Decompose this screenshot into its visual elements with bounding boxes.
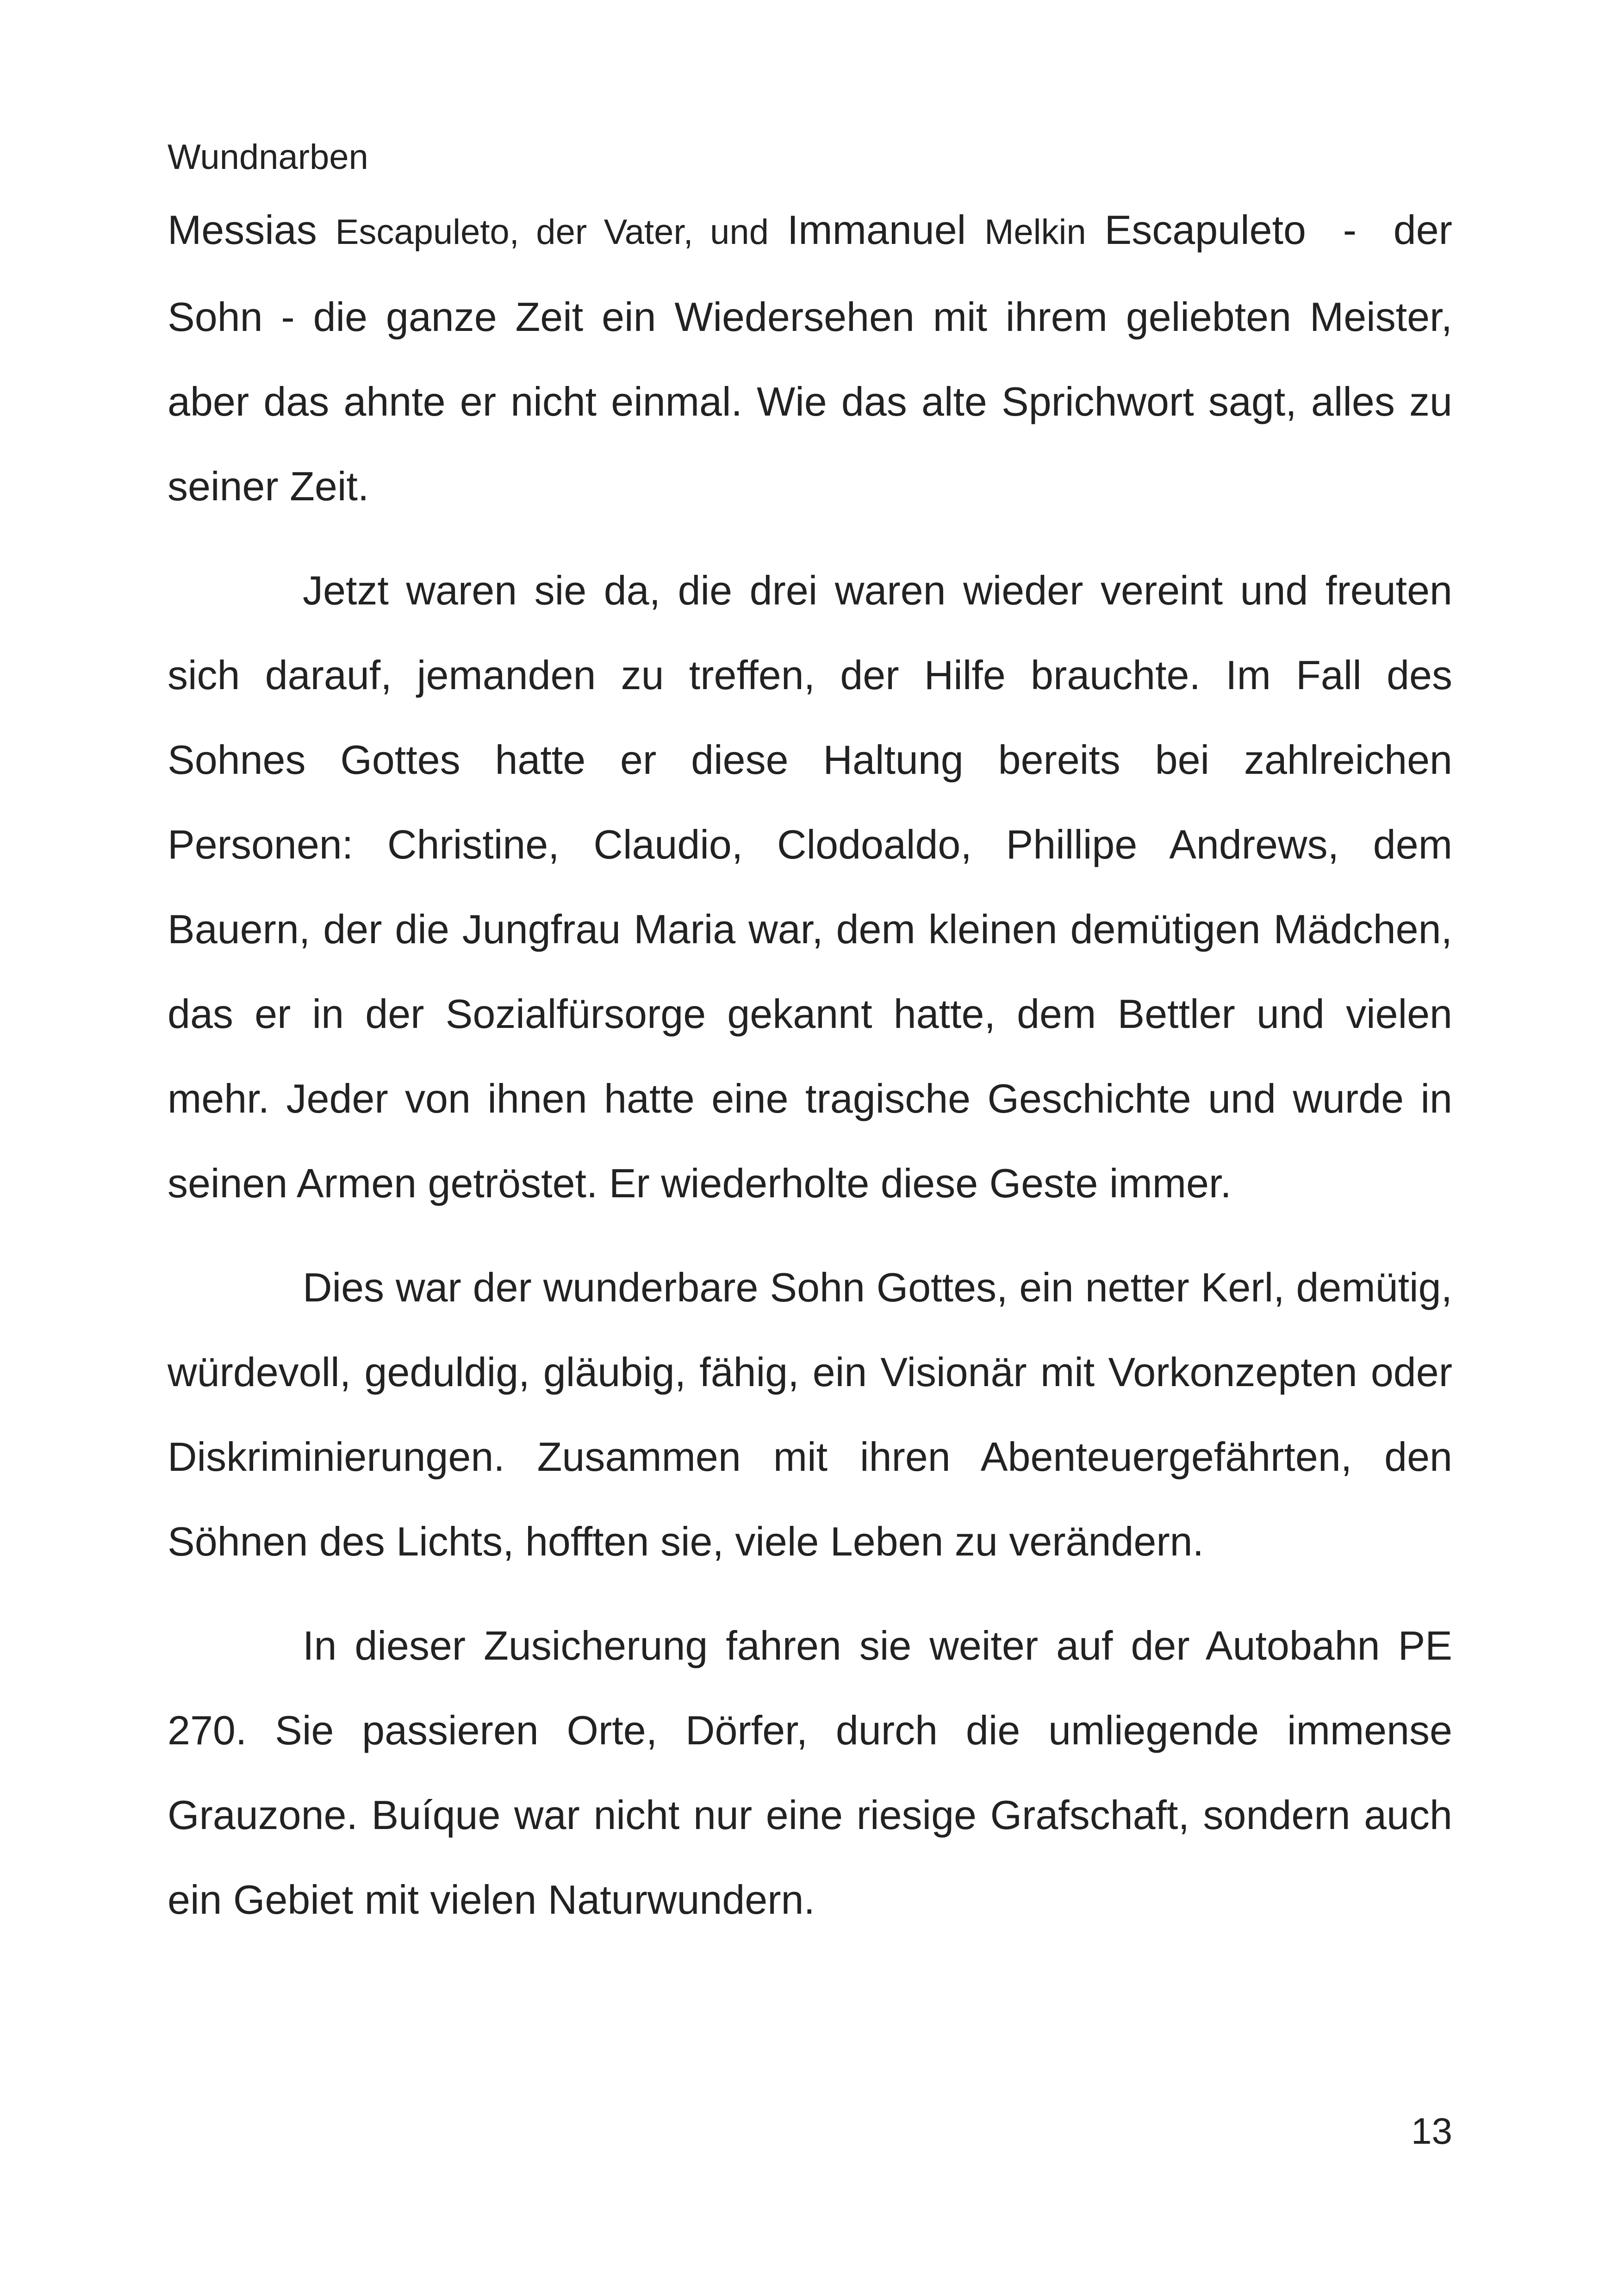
paragraph-4: In dieser Zusicherung fahren sie weiter auf der Autobahn PE 270. Sie passieren Orte, Dörfer, durch die umliegende immense Grauzone. Buíque war nicht nur eine riesige Grafschaft, sondern auch ein Gebiet mit vielen Naturwundern. <box>168 1623 1452 1923</box>
paragraph-1 <box>168 187 1452 529</box>
running-header: Wundnarben <box>168 137 368 177</box>
body-text <box>168 187 1452 1942</box>
page-number: 13 <box>1411 2110 1452 2152</box>
paragraph-3: Dies war der wunderbare Sohn Gottes, ein netter Kerl, demütig, würdevoll, geduldig, gläubig, fähig, ein Visionär mit Vorkonzepten oder Diskriminierungen. Zusammen mit ihren Abenteuergefährten, den Söhnen des Lichts, hofften sie, viele Leben zu verändern. <box>168 1264 1452 1564</box>
paragraph-2: Jetzt waren sie da, die drei waren wieder vereint und freuten sich darauf, jemanden zu treffen, der Hilfe brauchte. Im Fall des Sohnes Gottes hatte er diese Haltung bereits bei zahlreichen Personen: Christine, Claudio, Clodoaldo, Phillipe Andrews, dem Bauern, der die Jungfrau Maria war, dem kleinen demütigen Mädchen, das er in der Sozialfürsorge gekannt hatte, dem Bettler und vielen mehr. Jeder von ihnen hatte eine tragische Geschichte und wurde in seinen Armen getröstet. Er wiederholte diese Geste immer. <box>168 567 1452 1206</box>
name-messias: Messias <box>168 207 317 253</box>
name-melkin: Melkin <box>984 212 1086 252</box>
paragraph-1-first-line <box>168 207 1452 253</box>
paragraph-1-continuation: Sohn - die ganze Zeit ein Wiedersehen mit ihrem geliebten Meister, aber das ahnte er nicht einmal. Wie das alte Sprichwort sagt, alles zu seiner Zeit. <box>168 294 1452 509</box>
text-escapuleto-der: Escapuleto - der <box>1104 207 1452 253</box>
text-escapuleto-vater: Escapuleto, der Vater, und <box>335 212 769 252</box>
name-immanuel: Immanuel <box>787 207 966 253</box>
